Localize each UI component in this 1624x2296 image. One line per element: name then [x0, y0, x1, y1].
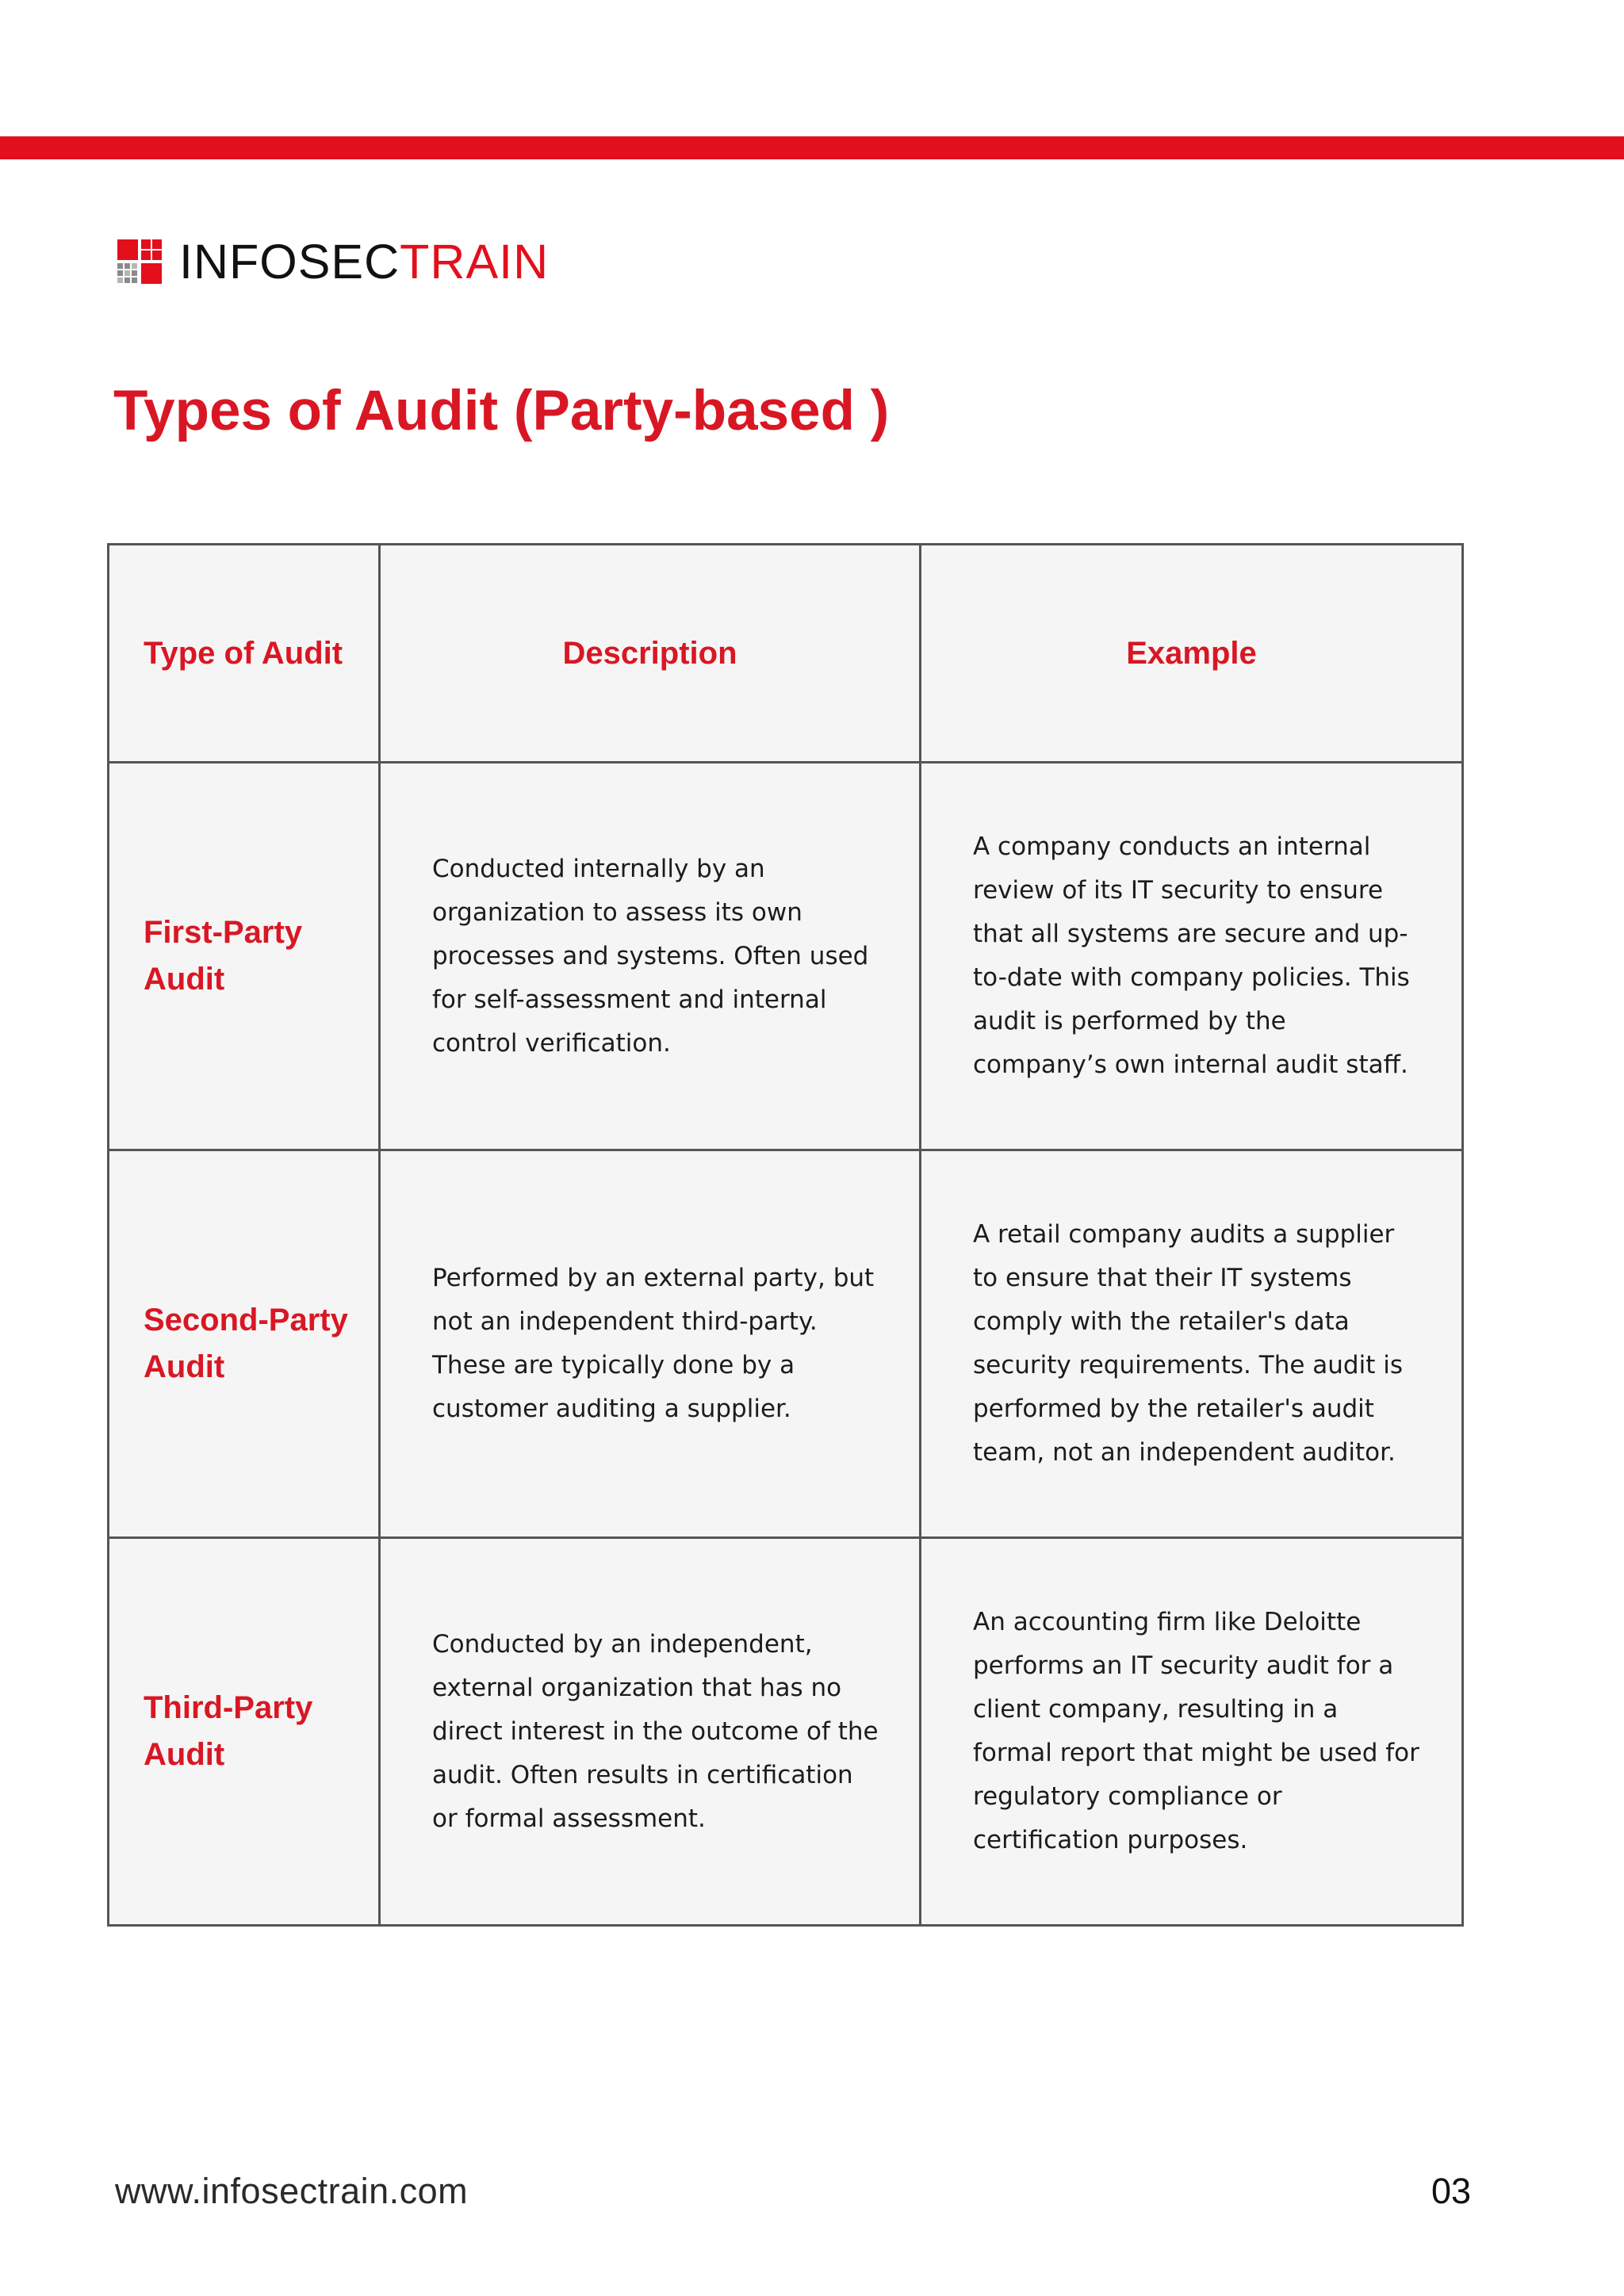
example-cell: An accounting firm like Deloitte performs an IT security audit for a client company, resulting in a formal report that might be used for regulatory compliance or certification purposes. — [921, 1538, 1463, 1926]
logo-wordmark — [179, 234, 550, 289]
audit-type-cell: Second-Party Audit — [109, 1150, 380, 1538]
top-accent-bar — [0, 136, 1624, 159]
page-title: Types of Audit (Party-based ) — [113, 380, 890, 442]
logo-wordmark-red: TRAIN — [400, 234, 550, 289]
page-number: 03 — [1431, 2171, 1471, 2211]
header-description: Description — [380, 545, 921, 763]
table-row — [109, 1538, 1463, 1926]
description-cell: Conducted by an independent, external organization that has no direct interest in the outcome of the audit. Often results in certification or formal assessment. — [380, 1538, 921, 1926]
example-cell: A company conducts an internal review of its IT security to ensure that all systems are secure and up-to-date with company policies. This audit is performed by the company’s own internal audit staff. — [921, 763, 1463, 1150]
infosectrain-logo-mark-icon — [117, 239, 162, 284]
example-cell: A retail company audits a supplier to ensure that their IT systems comply with the retailer's data security requirements. The audit is performed by the retailer's audit team, not an independent auditor. — [921, 1150, 1463, 1538]
description-cell: Performed by an external party, but not an independent third-party. These are typically done by a customer auditing a supplier. — [380, 1150, 921, 1538]
table-row — [109, 1150, 1463, 1538]
infosectrain-logo — [117, 236, 549, 287]
header-example: Example — [921, 545, 1463, 763]
table-header-row — [109, 545, 1463, 763]
audit-type-cell: Third-Party Audit — [109, 1538, 380, 1926]
header-type-of-audit: Type of Audit — [109, 545, 380, 763]
audit-type-cell: First-Party Audit — [109, 763, 380, 1150]
logo-wordmark-dark: INFOSEC — [179, 234, 400, 289]
description-cell: Conducted internally by an organization to assess its own processes and systems. Often used for self-assessment and internal control verification. — [380, 763, 921, 1150]
table-row — [109, 763, 1463, 1150]
footer-website-link[interactable]: www.infosectrain.com — [115, 2171, 469, 2211]
audit-types-table — [107, 543, 1464, 1927]
